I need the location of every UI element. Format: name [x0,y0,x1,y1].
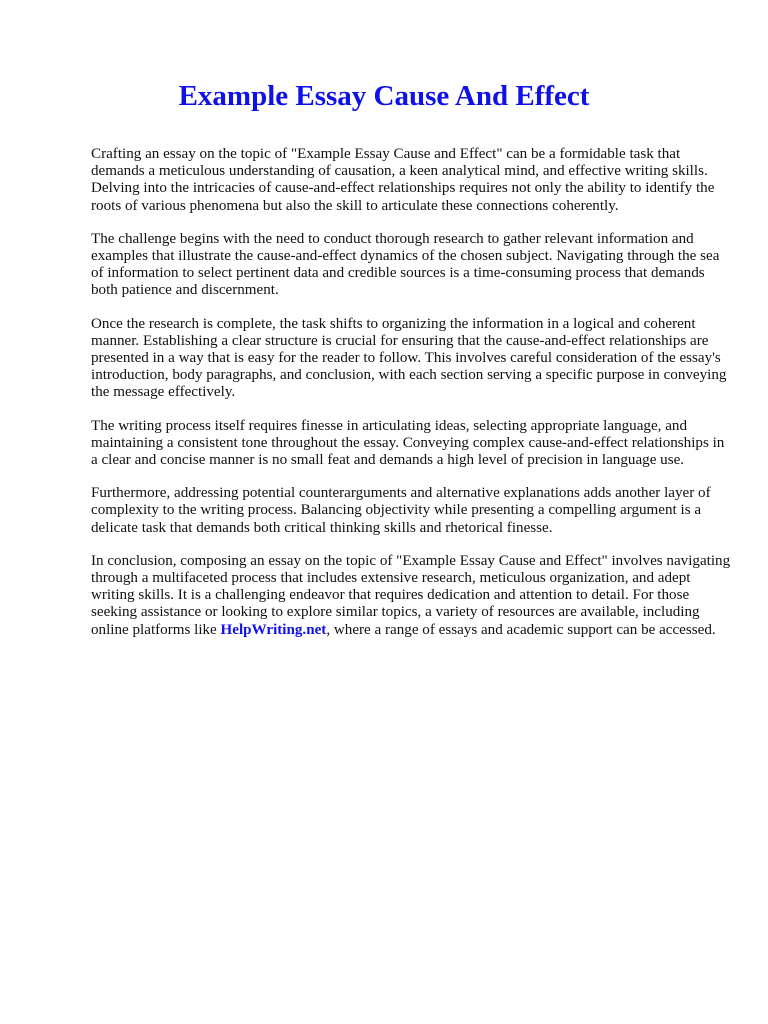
paragraph-3: Once the research is complete, the task shifts to organizing the information in a logical and coherent manner. Establishing a clear structure is crucial for ensuring that the cause-and-effect relationships are presented in a way that is easy for the reader to follow. This involves careful consideration of the essay's introduction, body paragraphs, and conclusion, with each section serving a specific purpose in conveying the message effectively. [91,315,727,401]
paragraph-1: Crafting an essay on the topic of "Example Essay Cause and Effect" can be a formidable task that demands a meticulous understanding of causation, a keen analytical mind, and effective writing skills. Delving into the intricacies of cause-and-effect relationships requires not only the ability to identify the roots of various phenomena but also the skill to articulate these connections coherently. [91,146,715,214]
paragraph-4: The writing process itself requires finesse in articulating ideas, selecting appropriate language, and maintaining a consistent tone throughout the essay. Conveying complex cause-and-effect relationships in a clear and concise manner is no small feat and demands a high level of precision in language use. [91,417,725,469]
essay-body [91,146,731,655]
conclusion-text-end: , where a range of essays and academic support can be accessed. [326,621,716,638]
conclusion-text-start: In conclusion, composing an essay on the topic of "Example Essay Cause and Effect" involves navigating through a multifaceted process that includes extensive research, meticulous organization, and adept writing skills. It is a challenging endeavor that requires dedication and attention to detail. For those seeking assistance or looking to explore similar topics, a variety of resources are available, including online platforms like [91,552,731,638]
page-title: Example Essay Cause And Effect [178,80,590,112]
paragraph-conclusion [91,553,731,639]
paragraph-2: The challenge begins with the need to conduct thorough research to gather relevant information and examples that illustrate the cause-and-effect dynamics of the chosen subject. Navigating through the sea of information to select pertinent data and credible sources is a time-consuming process that demands both patience and discernment. [91,230,720,299]
paragraph-5: Furthermore, addressing potential counterarguments and alternative explanations adds another layer of complexity to the writing process. Balancing objectivity while presenting a compelling argument is a delicate task that demands both critical thinking skills and rhetorical finesse. [91,485,711,536]
helpwriting-link[interactable]: HelpWriting.net [220,621,327,638]
